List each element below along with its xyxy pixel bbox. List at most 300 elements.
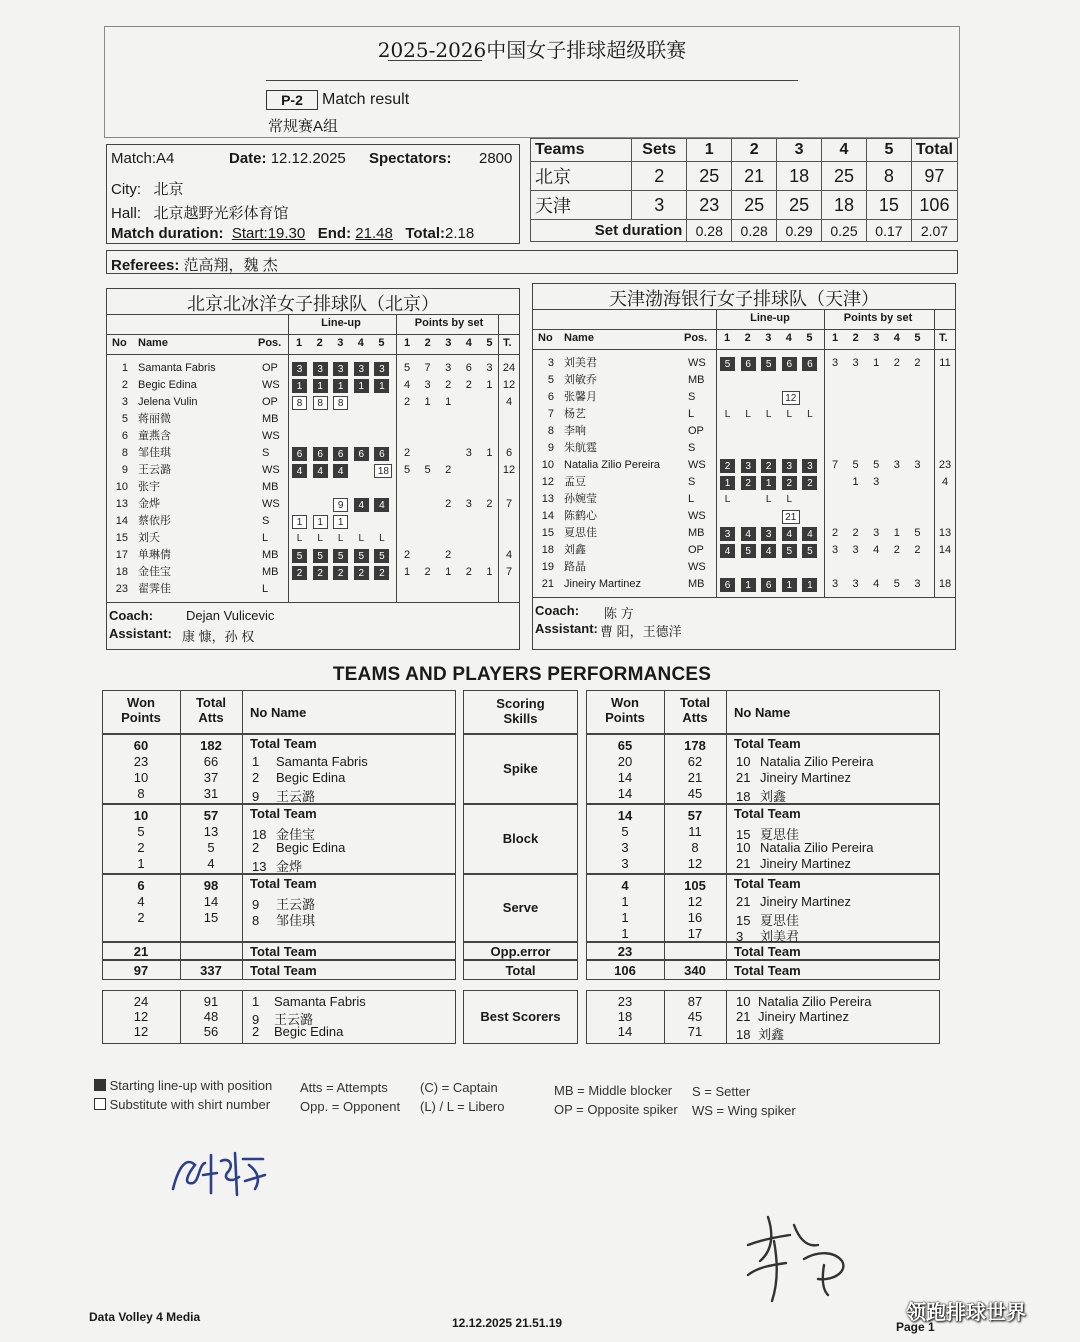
player-pos: WS — [688, 510, 706, 522]
skills-header-label: Scoring Skills — [496, 696, 545, 726]
player-name: 刘鑫 — [564, 544, 586, 556]
total-total-team: Total Team — [734, 963, 801, 978]
player-no: 14 — [541, 510, 554, 522]
lineup-mark: 12 — [782, 391, 800, 405]
set-points: 2 — [465, 566, 472, 578]
set-points: 5 — [893, 578, 900, 590]
score-cell-0-1: 2 — [632, 162, 687, 191]
match-label: Match: — [111, 150, 157, 167]
legend-starter: Starting line-up with position — [109, 1078, 273, 1093]
set-points: 1 — [873, 357, 880, 369]
set-points: 2 — [465, 379, 472, 391]
assistant-label: Assistant: — [109, 626, 172, 641]
legend-s: S = Setter — [692, 1084, 751, 1099]
won-value: 2 — [137, 910, 145, 925]
score-header-2: 1 — [687, 139, 732, 162]
score-header-4: 3 — [777, 139, 822, 162]
total-label-mid: Total — [505, 963, 536, 978]
col-pos: Pos. — [258, 337, 282, 349]
referees-names: 范高翔，魏 杰 — [183, 257, 278, 274]
player-no: 10 — [115, 481, 128, 493]
player-name: 李响 — [564, 425, 586, 437]
atts-value: 13 — [203, 824, 219, 839]
set-points: 3 — [873, 527, 880, 539]
lineup-set-3: 3 — [337, 337, 344, 349]
won-value: 3 — [621, 856, 629, 871]
lineup-mark: L — [296, 533, 303, 544]
best-atts: 56 — [203, 1024, 219, 1039]
lineup-mark: 1 — [333, 515, 348, 529]
lineup-mark: 8 — [313, 396, 328, 410]
signature-referee — [165, 1135, 275, 1205]
player-total: 18 — [938, 578, 952, 590]
points-set-4: 4 — [465, 337, 472, 349]
player-no: 18 — [541, 544, 554, 556]
player-no: 9 — [121, 464, 128, 476]
set-points: 2 — [852, 527, 859, 539]
best-atts: 91 — [203, 994, 219, 1009]
score-cell-1-5: 18 — [822, 191, 867, 220]
set-points: 2 — [914, 357, 921, 369]
perf-player: 18 刘鑫 — [736, 789, 787, 804]
player-pos: L — [688, 408, 695, 420]
player-no: 18 — [115, 566, 128, 578]
lineup-mark: 2 — [782, 476, 797, 490]
player-pos: S — [688, 391, 696, 403]
atts-value: 182 — [200, 738, 222, 753]
player-total: 4 — [941, 476, 949, 488]
score-cell-1-2: 23 — [687, 191, 732, 220]
best-won: 24 — [133, 994, 149, 1009]
player-no: 8 — [121, 447, 128, 459]
player-total: 13 — [938, 527, 952, 539]
perf-player: 10 Natalia Zilio Pereira — [736, 754, 874, 769]
perf-player: 8 邹佳琪 — [252, 913, 316, 928]
set-duration-1: 0.28 — [732, 220, 777, 242]
col-total: T. — [939, 332, 948, 344]
lineup-mark: L — [765, 494, 772, 505]
lineup-mark: 5 — [741, 544, 756, 558]
won-value: 1 — [621, 910, 629, 925]
player-no: 3 — [121, 396, 128, 408]
best-scorers-label: Best Scorers — [480, 1009, 561, 1024]
total-won: 97 — [133, 963, 149, 978]
best-player: 2 Begic Edina — [252, 1024, 344, 1039]
start-label: Start: — [231, 225, 268, 242]
player-no: 19 — [541, 561, 554, 573]
lineup-set-5: 5 — [806, 332, 813, 344]
set-points: 2 — [893, 357, 900, 369]
atts-value: 4 — [207, 856, 215, 871]
score-cell-1-0: 天津 — [531, 191, 632, 220]
lineup-mark: 1 — [292, 515, 307, 529]
best-atts: 45 — [687, 1009, 703, 1024]
legend-libero: (L) / L = Libero — [420, 1099, 505, 1114]
set-points: 2 — [445, 379, 452, 391]
best-atts: 71 — [687, 1024, 703, 1039]
lineup-mark: 1 — [313, 515, 328, 529]
lineup-mark: 2 — [313, 566, 328, 580]
player-name: 金佳宝 — [138, 566, 171, 578]
points-set-1: 1 — [404, 337, 411, 349]
coach-label: Coach: — [535, 603, 580, 618]
player-pos: WS — [262, 498, 280, 510]
footer-left: Data Volley 4 Media — [89, 1310, 201, 1324]
set-points: 1 — [486, 566, 493, 578]
points-set-1: 1 — [832, 332, 839, 344]
best-player: 1 Samanta Fabris — [252, 994, 366, 1009]
lineup-mark: 1 — [741, 578, 756, 592]
player-pos: S — [688, 442, 696, 454]
player-no: 23 — [115, 583, 128, 595]
lineup-mark: 4 — [333, 464, 348, 478]
opp-won: 23 — [617, 944, 633, 959]
set-points: 2 — [486, 498, 493, 510]
player-total: 4 — [505, 396, 513, 408]
best-player: 21 Jineiry Martinez — [736, 1009, 850, 1024]
lineup-mark: 1 — [354, 379, 369, 393]
won-value: 20 — [617, 754, 633, 769]
lineup-mark: L — [807, 409, 813, 420]
legend-captain: (C) = Captain — [420, 1080, 498, 1095]
perf-player: 9 王云潞 — [252, 897, 316, 912]
lineup-mark: L — [724, 409, 731, 420]
score-cell-1-1: 3 — [632, 191, 687, 220]
player-pos: OP — [262, 396, 278, 408]
player-no: 21 — [541, 578, 554, 590]
perf-player: 21 Jineiry Martinez — [736, 894, 852, 909]
atts-value: 57 — [203, 808, 219, 823]
set-points: 3 — [424, 379, 431, 391]
match-date: 12.12.2025 — [270, 150, 346, 167]
best-atts: 87 — [687, 994, 703, 1009]
won-value: 1 — [137, 856, 145, 871]
atts-value: 37 — [203, 770, 219, 785]
player-name: 张馨月 — [564, 391, 597, 403]
player-name: 金烨 — [138, 498, 160, 510]
best-won: 12 — [133, 1009, 149, 1024]
atts-value: 21 — [687, 770, 703, 785]
player-name: 路晶 — [564, 561, 586, 573]
lineup-set-2: 2 — [744, 332, 751, 344]
perf-player: 3 刘美君 — [736, 929, 800, 944]
player-no: 17 — [115, 549, 128, 561]
player-name: Begic Edina — [138, 379, 197, 391]
player-total: 24 — [502, 362, 516, 374]
set-points: 2 — [424, 566, 431, 578]
score-header-3: 2 — [732, 139, 777, 162]
lineup-set-4: 4 — [785, 332, 792, 344]
won-header: Won Points — [605, 695, 645, 725]
start-time: 19.30 — [267, 225, 306, 242]
watermark: 领跑排球世界 — [906, 1302, 1026, 1324]
lineup-mark: 2 — [354, 566, 369, 580]
player-name: 刘夭 — [138, 532, 160, 544]
lineup-mark: 2 — [761, 459, 776, 473]
won-value: 2 — [137, 840, 145, 855]
coach-name: Dejan Vulicevic — [186, 608, 275, 623]
set-duration-4: 0.17 — [866, 220, 911, 242]
player-total: 7 — [505, 566, 513, 578]
lineup-mark: 4 — [761, 544, 776, 558]
set-points: 3 — [852, 544, 859, 556]
skill-name: Spike — [503, 761, 538, 776]
atts-value: 14 — [203, 894, 219, 909]
footer-right: Page 1 — [896, 1320, 935, 1334]
opp-total-team: Total Team — [250, 944, 317, 959]
score-header-7: Total — [911, 139, 957, 162]
player-name: Natalia Zilio Pereira — [564, 459, 660, 471]
lineup-mark: 1 — [374, 379, 389, 393]
set-points: 3 — [831, 357, 839, 369]
player-total: 6 — [505, 447, 513, 459]
player-total: 4 — [505, 549, 513, 561]
lineup-mark: 1 — [802, 578, 817, 592]
score-cell-1-3: 25 — [732, 191, 777, 220]
report-code: P-2 — [266, 90, 318, 110]
total-duration: 2.18 — [445, 225, 475, 242]
atts-value: 62 — [687, 754, 703, 769]
lineup-mark: 5 — [333, 549, 348, 563]
won-value: 3 — [621, 840, 629, 855]
perf-player: 18 金佳宝 — [252, 827, 316, 842]
sub-swatch — [94, 1098, 106, 1110]
report-name: Match result — [322, 91, 410, 108]
points-set-5: 5 — [914, 332, 921, 344]
player-no: 3 — [547, 357, 554, 369]
player-pos: WS — [688, 357, 706, 369]
lineup-mark: L — [379, 533, 385, 544]
lineup-set-2: 2 — [316, 337, 323, 349]
player-name: 蔡依彤 — [138, 515, 171, 527]
page-title: 2025-2026中国女子排球超级联赛 — [377, 38, 687, 62]
lineup-mark: 4 — [782, 527, 797, 541]
lineup-mark: 1 — [782, 578, 797, 592]
atts-value: 45 — [687, 786, 703, 801]
lineup-mark: 4 — [354, 498, 369, 512]
player-name: 孙婉莹 — [564, 493, 597, 505]
lineup-mark: 1 — [292, 379, 307, 393]
perf-player: 2 Begic Edina — [252, 840, 346, 855]
score-cell-0-3: 21 — [732, 162, 777, 191]
best-won: 18 — [617, 1009, 633, 1024]
player-name: 刘美君 — [564, 357, 597, 369]
title-underline — [388, 60, 482, 61]
set-points: 2 — [914, 544, 921, 556]
perf-player: 13 金烨 — [252, 859, 303, 874]
set-points: 3 — [873, 476, 880, 488]
won-value: 8 — [137, 786, 145, 801]
player-pos: WS — [262, 430, 280, 442]
won-value: 14 — [617, 770, 633, 785]
score-header-0: Teams — [531, 139, 632, 162]
set-points: 7 — [424, 362, 431, 374]
col-name: Name — [138, 337, 168, 349]
player-no: 6 — [547, 391, 554, 403]
player-pos: WS — [262, 379, 280, 391]
atts-value: 66 — [203, 754, 219, 769]
lineup-mark: 5 — [292, 549, 307, 563]
perf-title: TEAMS AND PLAYERS PERFORMANCES — [332, 664, 712, 685]
set-points: 2 — [445, 464, 452, 476]
set-points: 5 — [424, 464, 431, 476]
set-points: 4 — [873, 578, 880, 590]
set-points: 2 — [403, 549, 411, 561]
header-rule — [266, 80, 798, 81]
referees — [111, 254, 278, 275]
player-no: 2 — [121, 379, 128, 391]
atts-value: 17 — [687, 926, 703, 941]
points-set-3: 3 — [873, 332, 880, 344]
set-points: 1 — [893, 527, 900, 539]
set-duration-label: Set duration — [531, 220, 687, 242]
atts-value: 105 — [684, 878, 706, 893]
total-team-label: Total Team — [250, 876, 317, 891]
total-team-label: Total Team — [734, 736, 801, 751]
player-no: 8 — [547, 425, 554, 437]
player-no: 14 — [115, 515, 128, 527]
legend-mb: MB = Middle blocker — [554, 1083, 673, 1098]
player-pos: MB — [262, 566, 279, 578]
lineup-mark: 3 — [802, 459, 817, 473]
legend-sub: Substitute with shirt number — [109, 1097, 271, 1112]
lineup-mark: 2 — [374, 566, 389, 580]
player-name: 蒋丽微 — [138, 413, 171, 425]
team-a-title-rule — [106, 314, 520, 315]
player-pos: L — [688, 493, 695, 505]
atts-value: 31 — [203, 786, 219, 801]
lineup-mark: 3 — [720, 527, 735, 541]
player-total: 14 — [938, 544, 952, 556]
col-no: No — [112, 337, 127, 349]
points-header: Points by set — [414, 317, 484, 329]
lineup-header: Line-up — [321, 317, 361, 329]
score-cell-1-7: 106 — [911, 191, 957, 220]
player-pos: L — [262, 583, 269, 595]
set-points: 1 — [424, 396, 431, 408]
lineup-mark: 5 — [313, 549, 328, 563]
atts-header: Total Atts — [195, 695, 227, 725]
end-time: 21.48 — [355, 225, 393, 242]
opp-error-label: Opp.error — [490, 944, 551, 959]
lineup-set-4: 4 — [357, 337, 364, 349]
lineup-mark: L — [358, 533, 365, 544]
lineup-mark: 5 — [374, 549, 389, 563]
points-header: Points by set — [843, 312, 913, 324]
player-name: 朱航霆 — [564, 442, 597, 454]
player-total: 7 — [505, 498, 513, 510]
date-label: Date: — [229, 150, 267, 167]
set-points: 1 — [403, 566, 411, 578]
player-pos: MB — [688, 374, 705, 386]
won-header: Won Points — [121, 695, 161, 725]
set-points: 1 — [486, 447, 493, 459]
lineup-mark: 6 — [354, 447, 369, 461]
points-set-4: 4 — [893, 332, 900, 344]
lineup-mark: 4 — [720, 544, 735, 558]
match-id: A4 — [156, 150, 175, 167]
legend-atts: Atts = Attempts — [300, 1080, 388, 1095]
player-pos: WS — [688, 459, 706, 471]
set-points: 2 — [893, 544, 900, 556]
score-table — [530, 138, 958, 242]
total-atts: 337 — [200, 963, 222, 978]
lineup-mark: 3 — [761, 527, 776, 541]
set-points: 5 — [403, 464, 411, 476]
hall-label: Hall: — [111, 205, 142, 222]
lineup-set-1: 1 — [296, 337, 303, 349]
total-team-label: Total Team — [250, 806, 317, 821]
player-no: 1 — [121, 362, 128, 374]
lineup-mark: 6 — [374, 447, 389, 461]
score-cell-1-4: 25 — [777, 191, 822, 220]
lineup-mark: 8 — [292, 396, 307, 410]
player-name: 单琳倩 — [138, 549, 171, 561]
best-atts: 48 — [203, 1009, 219, 1024]
player-no: 13 — [541, 493, 554, 505]
set-points: 5 — [852, 459, 859, 471]
perf-player: 21 Jineiry Martinez — [736, 856, 852, 871]
set-points: 3 — [893, 459, 900, 471]
lineup-mark: 1 — [333, 379, 348, 393]
city: 北京 — [153, 181, 184, 198]
set-points: 1 — [445, 396, 452, 408]
perf-player: 15 夏思佳 — [736, 913, 800, 928]
skill-name: Serve — [502, 900, 539, 915]
won-value: 4 — [621, 878, 629, 893]
set-points: 1 — [852, 476, 859, 488]
lineup-mark: L — [765, 409, 772, 420]
set-points: 4 — [873, 544, 880, 556]
perf-player: 21 Jineiry Martinez — [736, 770, 852, 785]
score-cell-0-7: 97 — [911, 162, 957, 191]
set-points: 2 — [403, 396, 411, 408]
spectators-count: 2800 — [479, 150, 513, 167]
lineup-set-5: 5 — [378, 337, 385, 349]
lineup-set-1: 1 — [724, 332, 731, 344]
set-points: 2 — [445, 549, 452, 561]
group-label: 常规赛A组 — [268, 118, 339, 135]
set-points: 4 — [403, 379, 411, 391]
lineup-mark: 4 — [374, 498, 389, 512]
total-team-label: Total Team — [734, 806, 801, 821]
noname-header: No Name — [250, 705, 307, 720]
set-points: 6 — [465, 362, 472, 374]
coach-name: 陈 方 — [604, 606, 634, 621]
score-cell-0-2: 25 — [687, 162, 732, 191]
player-name: 刘敏乔 — [564, 374, 597, 386]
player-pos: MB — [262, 481, 279, 493]
lineup-mark: 3 — [313, 362, 328, 376]
player-no: 13 — [115, 498, 128, 510]
lineup-mark: L — [317, 533, 323, 544]
set-points: 2 — [403, 447, 411, 459]
coach-label: Coach: — [109, 608, 154, 623]
won-value: 4 — [137, 894, 145, 909]
lineup-mark: 3 — [782, 459, 797, 473]
set-points: 3 — [852, 578, 859, 590]
atts-value: 98 — [203, 878, 219, 893]
legend-op: OP = Opposite spiker — [554, 1102, 678, 1117]
perf-player: 1 Samanta Fabris — [252, 754, 368, 769]
player-pos: WS — [688, 561, 706, 573]
hall: 北京越野光彩体育馆 — [153, 205, 289, 222]
signature-scorer — [738, 1205, 858, 1305]
lineup-set-3: 3 — [765, 332, 772, 344]
duration-label: Match duration: — [111, 225, 224, 242]
won-value: 1 — [621, 926, 629, 941]
atts-value: 11 — [688, 824, 702, 839]
